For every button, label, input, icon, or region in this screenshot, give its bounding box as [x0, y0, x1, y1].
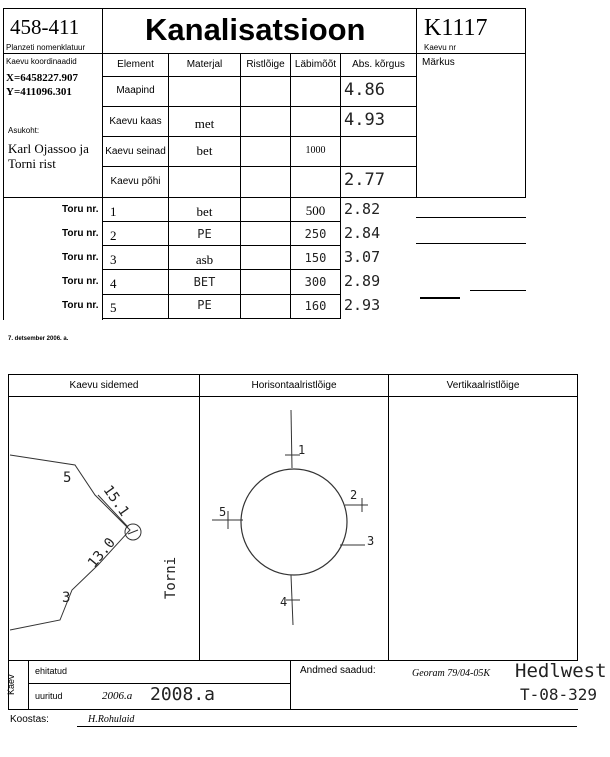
surveyed-label: uuritud: [35, 691, 63, 701]
col-divider-cross: [240, 53, 241, 319]
remark-line: [416, 243, 526, 244]
sketch-label: 15.1: [99, 482, 133, 520]
sketch-label: 3: [62, 590, 71, 606]
footer-bottom: [8, 709, 578, 710]
pipe-abs-height: 3.07: [344, 248, 381, 266]
header-material: Materjal: [186, 59, 223, 70]
pipe-label: Toru nr.: [62, 204, 99, 215]
header-remarks: Märkus: [422, 57, 455, 68]
pipe-abs-height: 2.93: [344, 296, 381, 314]
pipe-label: Toru nr.: [62, 252, 99, 263]
abs-height-value: 4.93: [344, 110, 385, 130]
abs-height-value: 4.86: [344, 80, 385, 100]
pipe-abs-height: 2.89: [344, 272, 381, 290]
remark-line: [470, 290, 526, 291]
built-label: ehitatud: [35, 666, 68, 676]
pipe-material: PE: [197, 298, 212, 312]
manhole-circle: [241, 469, 347, 575]
pipe-number: 3: [110, 252, 117, 267]
handwritten-note-1: Hedlwest: [515, 660, 607, 682]
compiled-label: Koostas:: [10, 714, 49, 725]
pipe-material: asb: [195, 252, 214, 267]
pipe-4: [291, 575, 293, 625]
panel-left: [8, 374, 9, 660]
panel-divider-2: [388, 374, 389, 660]
diameter-value: 1000: [305, 145, 326, 156]
remark-line: [420, 297, 460, 299]
sketch-label: 5: [63, 470, 72, 486]
nomenclature-number: 458-411: [10, 15, 80, 39]
pipe-row-line-4: [102, 294, 340, 295]
element-name: Kaevu kaas: [109, 116, 162, 127]
compiled-value: H.Rohulaid: [88, 714, 135, 725]
surveyed-value: 2006.a: [102, 690, 133, 702]
well-number: K1117: [424, 15, 488, 41]
row-line-1: [102, 76, 416, 77]
sketch-label: 1: [298, 443, 306, 457]
top-border: [3, 8, 526, 9]
data-obtained-value: Georam 79/04-05K: [412, 668, 491, 679]
pipe-number: 2: [110, 228, 117, 243]
col-divider-height: [340, 53, 341, 319]
element-name: Kaevu põhi: [110, 176, 161, 187]
kaev-label: Kaev: [6, 674, 16, 695]
pipe-row-line-2: [102, 245, 340, 246]
pipe-material: BET: [193, 275, 216, 289]
page-title: Kanalisatsioon: [145, 12, 366, 47]
row-line-3: [102, 136, 416, 137]
pipe-diameter: 250: [304, 227, 327, 241]
left-border: [3, 8, 4, 320]
pipe-1: [291, 410, 292, 468]
nomenclature-label: Planzeti nomenklatuur: [6, 43, 86, 52]
material-value: bet: [196, 143, 213, 158]
panel-top: [8, 374, 578, 375]
pipe-diameter: 300: [304, 275, 327, 289]
col-divider-1: [102, 8, 103, 320]
pipe-row-line-1: [102, 221, 340, 222]
sketch-label: 13.0: [84, 534, 119, 572]
abs-height-value: 2.77: [344, 170, 385, 190]
coordinate-y: Y=411096.301: [6, 86, 72, 98]
header-cross-section: Ristlõige: [246, 59, 285, 70]
header-abs-height: Abs. kõrgus: [352, 59, 405, 70]
location-line-1: Karl Ojassoo ja: [8, 141, 89, 156]
pipe-material: PE: [197, 227, 212, 241]
pipe-number: 5: [110, 300, 117, 315]
row-line-5: [3, 197, 526, 198]
compiled-underline: [77, 726, 577, 727]
coordinates-label: Kaevu koordinaadid: [6, 57, 77, 66]
remark-line: [416, 217, 526, 218]
row-line-4: [102, 166, 416, 167]
pipe-label: Toru nr.: [62, 228, 99, 239]
panel-title-vertical: Vertikaalristlõige: [446, 380, 520, 391]
pipe-abs-height: 2.84: [344, 224, 381, 242]
header-element: Element: [117, 59, 154, 70]
pipe-label: Toru nr.: [62, 276, 99, 287]
panel-title-connections: Kaevu sidemed: [69, 380, 139, 391]
footer-kaev-divider: [28, 660, 29, 710]
data-obtained-label: Andmed saadud:: [300, 665, 376, 676]
pipe-row-line-3: [102, 269, 340, 270]
sketch-label: 4: [280, 595, 288, 609]
well-marker: [125, 524, 141, 540]
panel-right: [577, 374, 578, 660]
panel-divider-1: [199, 374, 200, 660]
pipe-diameter: 150: [304, 251, 327, 265]
material-value: met: [194, 116, 215, 131]
surveyed-handwritten: 2008.a: [150, 684, 216, 705]
panel-header-bottom: [8, 396, 578, 397]
header-bottom: [3, 53, 526, 54]
document-date: 7. detsember 2006. a.: [8, 336, 69, 342]
pipe-row-line-5: [102, 318, 340, 319]
well-marker-line: [128, 530, 138, 534]
pipe-label: Toru nr.: [62, 300, 99, 311]
handwritten-note-2: T-08-329: [520, 685, 598, 704]
footer-col-divider: [290, 660, 291, 710]
pipe-abs-height: 2.82: [344, 200, 381, 218]
coordinate-x: X=6458227.907: [6, 72, 78, 84]
pipe-diameter: 160: [304, 299, 327, 313]
sketch-label: 3: [367, 534, 375, 548]
pipe-diameter: 500: [305, 203, 326, 218]
row-line-2: [102, 106, 416, 107]
right-border: [525, 8, 526, 198]
location-label: Asukoht:: [8, 126, 40, 135]
street-name: Torni: [163, 556, 180, 600]
pipe-number: 4: [110, 276, 117, 291]
location-line-2: Torni rist: [8, 156, 56, 171]
pipe-material: bet: [196, 204, 213, 219]
header-diameter: Läbimõõt: [294, 59, 337, 70]
panel-title-horizontal: Horisontaalristlõige: [251, 380, 337, 391]
well-number-label: Kaevu nr: [424, 43, 457, 52]
sketch-label: 5: [219, 505, 227, 519]
footer-top: [8, 660, 578, 661]
col-divider-main: [416, 8, 417, 198]
element-name: Maapind: [116, 85, 155, 96]
element-name: Kaevu seinad: [105, 146, 166, 157]
sketch-label: 2: [350, 488, 358, 502]
pipe-number: 1: [110, 204, 117, 219]
